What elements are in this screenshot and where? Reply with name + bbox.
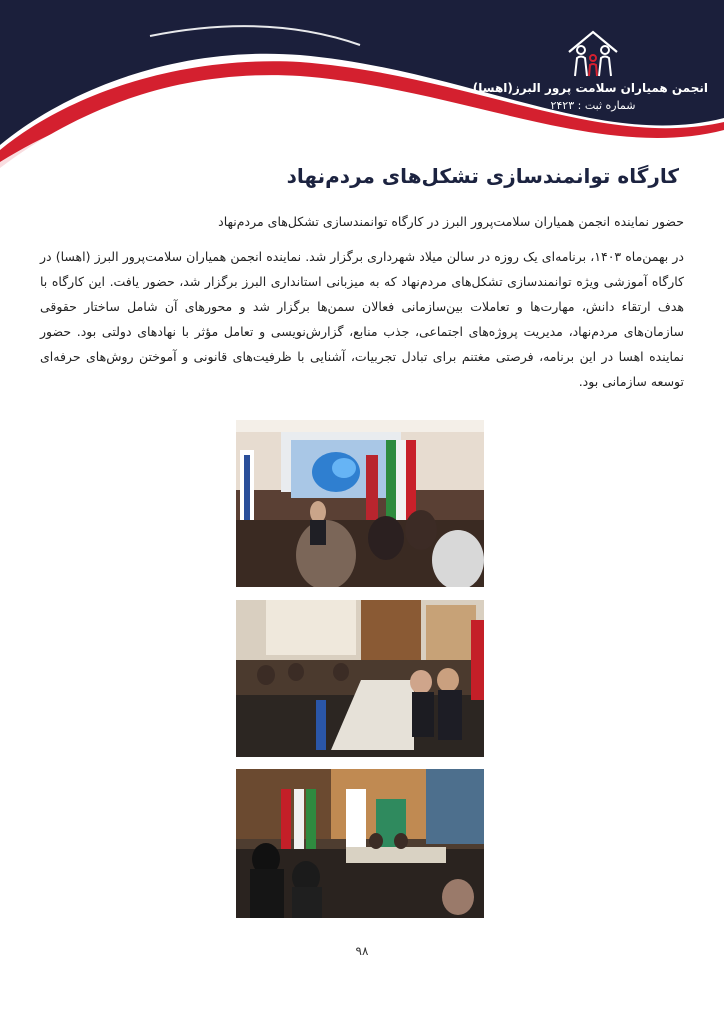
article-body: در بهمن‌ماه ۱۴۰۳، برنامه‌ای یک روزه در سالن میلاد شهرداری برگزار شد. نماینده انجمن همیاران سلامت‌پرور البرز (اهسا) در کارگاه آموزشی ویژه توانمندسازی تشکل‌های مردم‌نهاد که به میزبانی استانداری البرز برگزار شد، حضور یافت. این کارگاه با هدف ارتقاء دانش، مهارت‌ها و تعاملات بین‌سازمانی فعالان سمن‌ها برگزار شد و محورهای آن شامل ساختار حقوقی سازمان‌های مردم‌نهاد، مدیریت پروژه‌های اجتماعی، جذب منابع، گزارش‌نویسی و تعامل مؤثر با نهادهای دولتی بود. حضور نماینده اهسا در این برنامه، فرصتی مغتنم برای تبادل تجربیات، آشنایی با ظرفیت‌های قانونی و آموختن روش‌های حرفه‌ای توسعه سازمانی بود. (40, 249, 684, 389)
organization-name: انجمن همیاران سلامت پرور البرز(اهسا) (472, 81, 708, 95)
article-title: کارگاه توانمندسازی تشکل‌های مردم‌نهاد (286, 164, 679, 188)
family-house-logo-icon (561, 26, 625, 80)
workshop-photo-presentation (236, 420, 484, 587)
registration-number: شماره ثبت : ۲۴۲۳ (550, 99, 636, 112)
page-number: ۹۸ (355, 944, 369, 958)
workshop-photo-meeting-table (236, 600, 484, 757)
workshop-photo-participants (236, 769, 484, 918)
article-intro: حضور نماینده انجمن همیاران سلامت‌پرور البرز در کارگاه توانمندسازی تشکل‌های مردم‌نهاد (218, 214, 684, 229)
organization-block (472, 26, 708, 112)
